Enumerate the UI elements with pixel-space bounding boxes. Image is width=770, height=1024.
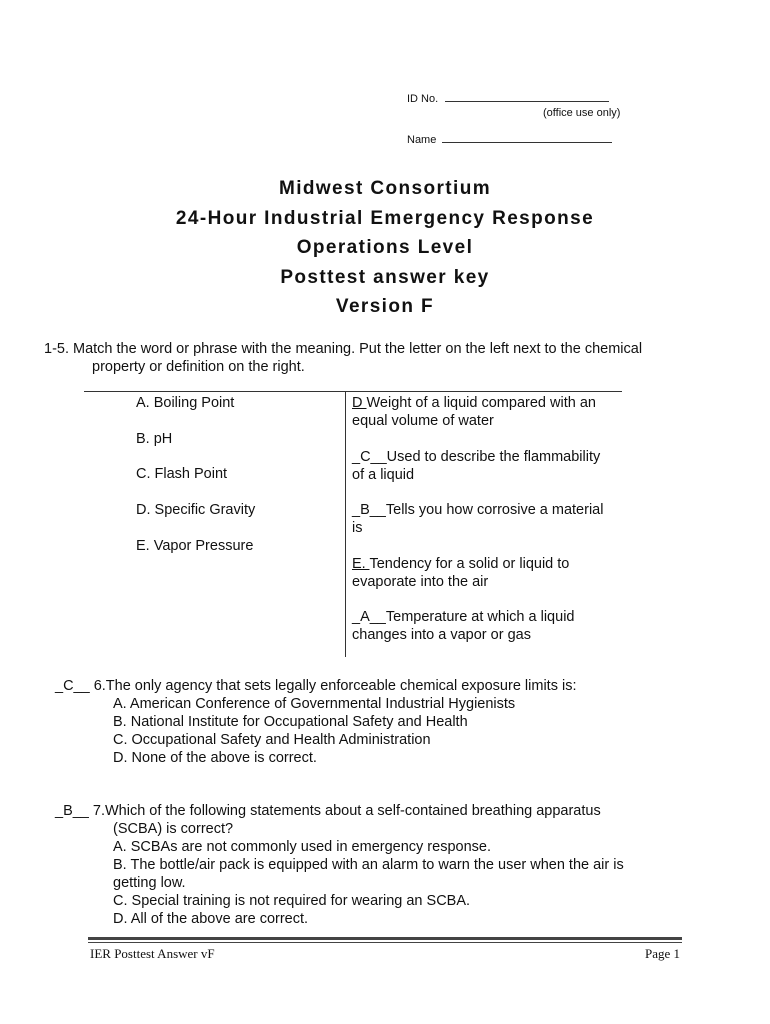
definition-text: Weight of a liquid compared with an (366, 395, 596, 411)
definition-text: Used to describe the flammability (386, 449, 601, 465)
answer-letter: _B__ (352, 502, 386, 518)
id-number-field (407, 93, 609, 105)
definition-text: Temperature at which a liquid (385, 609, 575, 625)
q6-option-a: A. American Conference of Governmental Industrial Hygienists (113, 696, 516, 712)
title-organization: Midwest Consortium (278, 178, 492, 199)
matching-table-divider (345, 391, 346, 657)
answer-letter: D (352, 395, 367, 411)
title-document: Posttest answer key (280, 267, 490, 288)
answer-letter: _A__ (352, 609, 386, 625)
term-flash-point: C. Flash Point (136, 466, 228, 482)
footer-document-name: IER Posttest Answer vF (90, 946, 215, 961)
term-vapor-pressure: E. Vapor Pressure (136, 538, 254, 554)
q7-answer: _B__ (55, 803, 89, 819)
q6-option-c: C. Occupational Safety and Health Administration (113, 732, 431, 748)
definition-text: Tendency for a solid or liquid to (369, 556, 570, 572)
q6-answer: _C__ (55, 678, 90, 694)
definition-item (352, 608, 622, 644)
definition-text: Tells you how corrosive a material (385, 502, 604, 518)
footer-rule-thin (88, 942, 682, 943)
title-version: Version F (335, 296, 435, 317)
name-blank (442, 142, 612, 143)
definition-item (352, 555, 622, 591)
q7-stem-continued: (SCBA) is correct? (113, 821, 234, 837)
q7-option-c: C. Special training is not required for wearing an SCBA. (113, 893, 471, 909)
term-ph: B. pH (136, 431, 173, 447)
title-course: 24-Hour Industrial Emergency Response (175, 208, 595, 229)
q6-option-d: D. None of the above is correct. (113, 750, 317, 766)
q6-question: 6.The only agency that sets legally enforceable chemical exposure limits is: (89, 678, 577, 694)
definition-item (352, 501, 622, 537)
id-number-blank (445, 101, 609, 102)
name-field (407, 134, 612, 146)
q7-option-a: A. SCBAs are not commonly used in emergency response. (113, 839, 491, 855)
definition-text: of a liquid (352, 467, 415, 483)
matching-table-top-rule (84, 391, 622, 392)
definition-item (352, 448, 622, 484)
answer-letter: _C__ (352, 449, 387, 465)
definition-text: evaporate into the air (352, 574, 489, 590)
q1-5-prompt-line1: 1-5. Match the word or phrase with the meaning. Put the letter on the left next to the chemical (44, 341, 643, 357)
definition-text: is (352, 520, 363, 536)
id-number-label: ID No. (407, 93, 439, 105)
q7-option-d: D. All of the above are correct. (113, 911, 309, 927)
answer-letter: E. (352, 556, 370, 572)
definition-text: changes into a vapor or gas (352, 627, 531, 643)
q7-question: 7.Which of the following statements about a self-contained breathing apparatus (88, 803, 601, 819)
q1-5-prompt-line2: property or definition on the right. (92, 359, 305, 375)
q7-option-b: B. The bottle/air pack is equipped with an alarm to warn the user when the air is (113, 857, 624, 873)
q7-stem (55, 802, 601, 820)
definition-item (352, 394, 622, 430)
definition-text: equal volume of water (352, 413, 494, 429)
term-specific-gravity: D. Specific Gravity (136, 502, 256, 518)
term-boiling-point: A. Boiling Point (136, 395, 235, 411)
q6-option-b: B. National Institute for Occupational Safety and Health (113, 714, 468, 730)
q7-option-b-continued: getting low. (113, 875, 186, 891)
footer-rule (88, 937, 682, 940)
q6-stem (55, 677, 576, 695)
title-level: Operations Level (296, 237, 474, 258)
name-label: Name (407, 134, 437, 146)
office-use-note: (office use only) (543, 107, 621, 119)
footer-page-number: Page 1 (644, 946, 680, 961)
